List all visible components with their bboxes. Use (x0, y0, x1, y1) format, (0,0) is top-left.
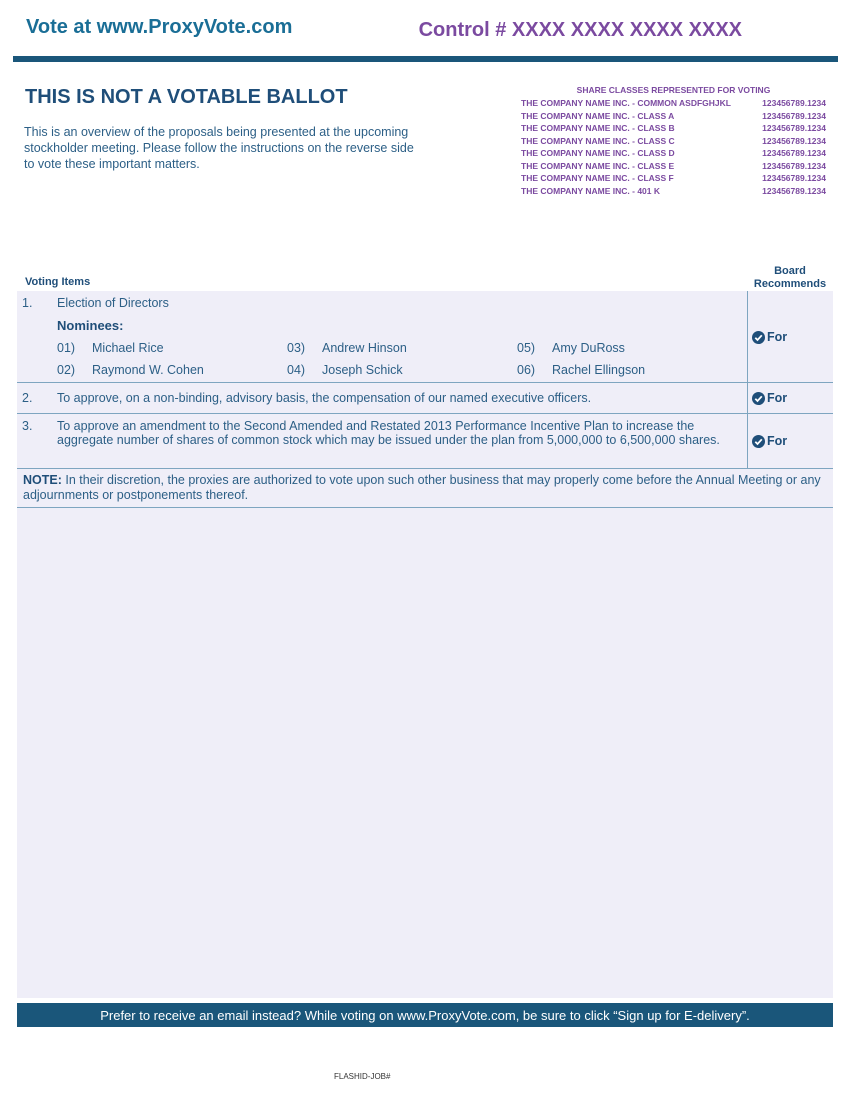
share-class-amount: 123456789.1234 (762, 148, 826, 158)
overview-text: This is an overview of the proposals being presented at the upcoming stockholder meeting. Please follow the instructions on the reverse side to vote these important matters. (24, 125, 414, 171)
ballot-title: THIS IS NOT A VOTABLE BALLOT (25, 86, 348, 108)
share-class-name: THE COMPANY NAME INC. - CLASS E (521, 160, 675, 171)
recommendation (752, 391, 787, 405)
item-divider (17, 468, 833, 469)
share-class-name: THE COMPANY NAME INC. - CLASS D (521, 148, 675, 158)
nominee-name: Amy DuRoss (552, 341, 625, 355)
nominee (287, 341, 407, 355)
vote-url-heading: Vote at www.ProxyVote.com (26, 16, 293, 38)
share-class-row (521, 172, 826, 185)
nominee-number: 01) (57, 341, 76, 355)
share-class-name: THE COMPANY NAME INC. - CLASS B (521, 123, 675, 133)
share-class-amount: 123456789.1234 (762, 123, 826, 133)
share-class-row (521, 160, 826, 173)
share-classes-heading: SHARE CLASSES REPRESENTED FOR VOTING (576, 85, 771, 95)
nominee-name: Andrew Hinson (322, 341, 407, 355)
edelivery-banner (17, 1003, 833, 1027)
item-number: 2. (22, 391, 33, 405)
item-text: To approve an amendment to the Second Amended and Restated 2013 Performance Incentive Plan to increase the aggregate number of shares of common stock which may be issued under the plan from 5,000,000 to 6,500,000 shares. (57, 419, 720, 447)
board-recommends-label: Board Recommends (753, 265, 827, 290)
nominee-number: 02) (57, 363, 76, 377)
nominee-name: Rachel Ellingson (552, 363, 646, 377)
share-class-row (521, 97, 826, 110)
voting-items-label: Voting Items (25, 276, 91, 288)
share-class-amount: 123456789.1234 (762, 98, 826, 108)
item-divider (17, 382, 833, 383)
share-class-row (521, 147, 826, 160)
nominee-number: 06) (517, 363, 536, 377)
check-circle-icon (752, 331, 765, 344)
share-class-name: THE COMPANY NAME INC. - 401 K (521, 185, 661, 196)
nominees-label: Nominees: (57, 318, 124, 333)
note-text (23, 473, 823, 503)
share-class-amount: 123456789.1234 (762, 173, 826, 183)
job-id: FLASHID-JOB# (334, 1072, 391, 1081)
recommendation (752, 434, 787, 448)
item-number: 3. (22, 419, 33, 433)
share-class-name: THE COMPANY NAME INC. - CLASS C (521, 135, 675, 146)
nominee-name: Raymond W. Cohen (92, 363, 204, 377)
recommendation (752, 330, 787, 344)
item-divider (17, 413, 833, 414)
nominee (57, 363, 204, 377)
share-class-row (521, 135, 826, 148)
nominee-number: 05) (517, 341, 536, 355)
recommend-column-divider (747, 291, 748, 468)
share-class-amount: 123456789.1234 (762, 135, 826, 146)
nominee (287, 363, 403, 377)
share-class-row (521, 110, 826, 123)
share-class-amount: 123456789.1234 (762, 185, 826, 196)
share-class-name: THE COMPANY NAME INC. - CLASS A (521, 110, 675, 121)
share-class-row (521, 122, 826, 135)
share-class-name: THE COMPANY NAME INC. - CLASS F (521, 173, 674, 183)
nominee-number: 04) (287, 363, 306, 377)
share-class-name: THE COMPANY NAME INC. - COMMON ASDFGHJKL (521, 98, 731, 108)
header-rule (13, 56, 838, 62)
share-class-amount: 123456789.1234 (762, 110, 826, 121)
edelivery-text: Prefer to receive an email instead? While voting on www.ProxyVote.com, be sure to click “Sign up for E-delivery”. (100, 1007, 750, 1023)
recommendation-label: For (767, 434, 788, 448)
check-circle-icon (752, 392, 765, 405)
nominee-number: 03) (287, 341, 306, 355)
check-circle-icon (752, 435, 765, 448)
note-label: NOTE: (23, 473, 62, 487)
nominee (517, 341, 625, 355)
recommendation-label: For (767, 391, 788, 405)
recommendation-label: For (767, 330, 788, 344)
item-text: Election of Directors (57, 296, 169, 310)
nominee-name: Joseph Schick (322, 363, 403, 377)
note-body: In their discretion, the proxies are authorized to vote upon such other business that may properly come before the Annual Meeting or any adjournments or postponements thereof. (23, 473, 821, 502)
nominee (57, 341, 164, 355)
share-class-amount: 123456789.1234 (762, 160, 826, 171)
nominee (517, 363, 645, 377)
item-number: 1. (22, 296, 33, 310)
note-divider (17, 507, 833, 508)
item-text: To approve, on a non-binding, advisory basis, the compensation of our named executive officers. (57, 391, 592, 405)
share-class-row (521, 185, 826, 198)
nominee-name: Michael Rice (92, 341, 164, 355)
control-number: Control # XXXX XXXX XXXX XXXX (418, 19, 742, 41)
share-classes-box (521, 85, 826, 197)
